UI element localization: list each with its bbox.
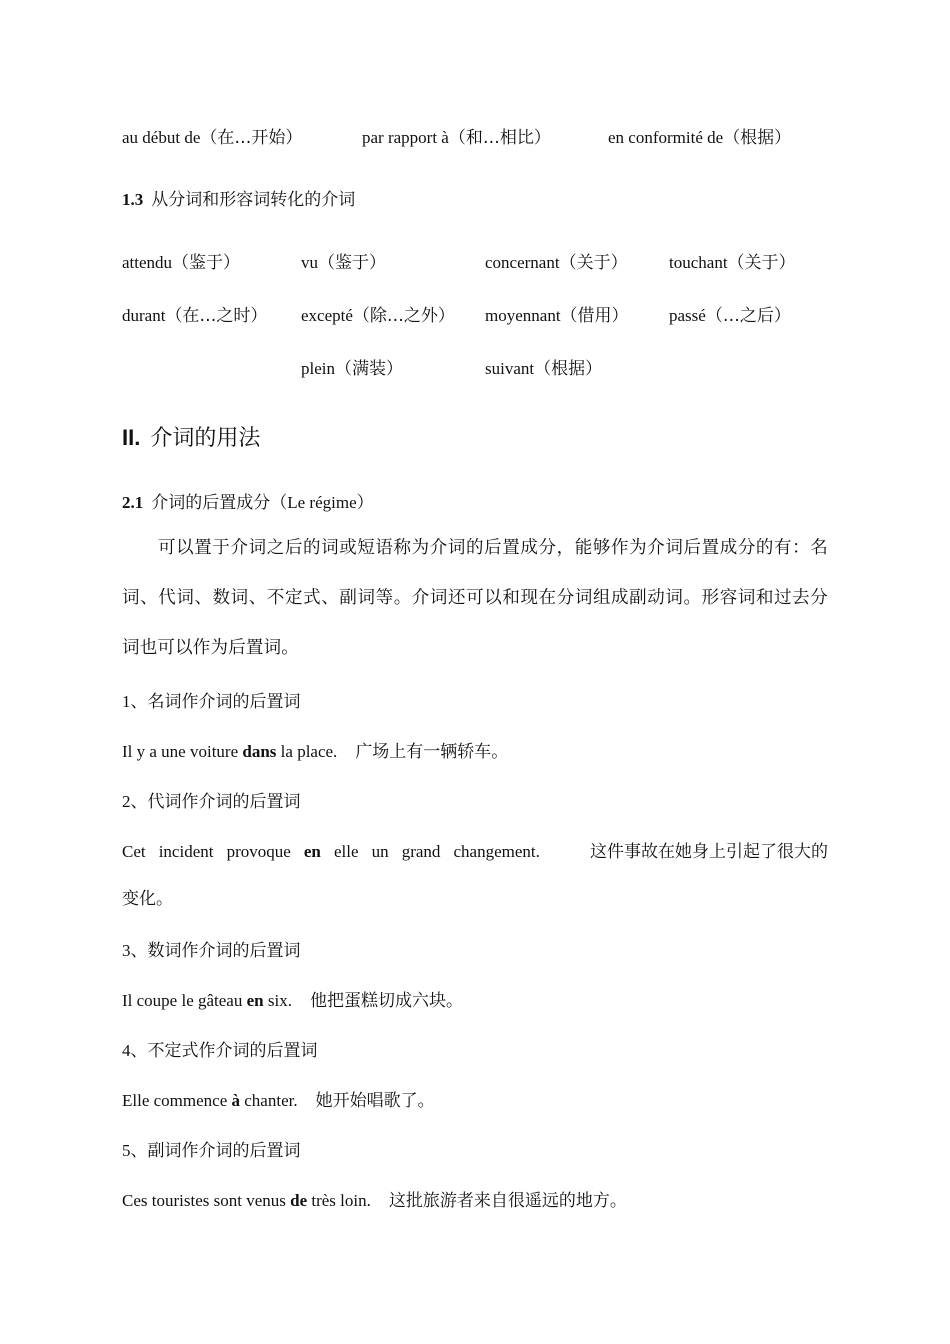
example-heading xyxy=(122,1139,301,1163)
grid-cn: （关于） xyxy=(727,253,796,273)
body-paragraph: 可以置于介词之后的词或短语称为介词的后置成分，能够作为介词后置成分的有：名词、代词、数词、不定式、副词等。介词还可以和现在分词组成副动词。形容词和过去分词也可以作为后置词。 xyxy=(122,538,828,658)
section-title: 介词的用法 xyxy=(150,426,261,451)
word: Cet xyxy=(122,842,146,861)
section-heading-II xyxy=(122,423,260,454)
sentence-text: Elle commence xyxy=(122,1091,232,1110)
grid-item xyxy=(301,304,455,328)
example-number: 3 xyxy=(122,941,131,960)
grid-item xyxy=(301,357,403,381)
word: elle xyxy=(333,842,359,861)
section-heading-2-1 xyxy=(122,491,374,515)
phrase-row xyxy=(608,126,791,150)
example-sentence xyxy=(122,740,508,764)
phrase-fr: par rapport à xyxy=(362,128,449,147)
example-sentence xyxy=(122,840,828,864)
example-heading xyxy=(122,690,301,714)
grid-cn: （在…之时） xyxy=(165,306,268,326)
translation: 变化。 xyxy=(122,889,173,909)
phrase-fr: en conformité de xyxy=(608,128,724,147)
preposition: en xyxy=(246,991,264,1010)
example-heading-text: 、不定式作介词的后置词 xyxy=(130,1041,318,1061)
sentence-text: Ces touristes sont venus xyxy=(122,1191,291,1210)
section-number: 2.1 xyxy=(122,493,144,512)
grid-fr: concernant xyxy=(485,253,560,272)
sentence-text: Il y a une voiture xyxy=(122,742,243,761)
grid-cn: （根据） xyxy=(534,359,603,379)
translation: 她开始唱歌了。 xyxy=(315,1091,435,1111)
grid-item xyxy=(122,251,240,275)
section-title: 介词的后置成分（ xyxy=(151,493,288,513)
example-heading xyxy=(122,939,301,963)
grid-item xyxy=(669,251,796,275)
grid-cn: （借用） xyxy=(560,306,629,326)
grid-item xyxy=(485,251,628,275)
grid-cn: （满装） xyxy=(335,359,403,379)
grid-fr: moyennant xyxy=(485,306,561,325)
grid-cn: （鉴于） xyxy=(172,253,241,273)
sentence-text: la place. xyxy=(276,742,338,761)
example-number: 1 xyxy=(122,692,131,711)
grid-cn: （除…之外） xyxy=(352,306,455,326)
section-number: 1.3 xyxy=(122,190,144,209)
example-heading xyxy=(122,1039,318,1063)
example-sentence xyxy=(122,1189,627,1213)
translation-continued xyxy=(122,887,173,911)
preposition: en xyxy=(303,842,321,861)
example-heading-text: 、数词作介词的后置词 xyxy=(130,941,301,961)
translation: 广场上有一辆轿车。 xyxy=(355,742,509,762)
translation: 这件事故在她身上引起了很大的 xyxy=(590,842,828,862)
grid-fr: touchant xyxy=(669,253,728,272)
example-sentence xyxy=(122,1089,435,1113)
grid-item xyxy=(122,304,267,328)
grid-fr: attendu xyxy=(122,253,173,272)
grid-fr: suivant xyxy=(485,359,535,378)
justified-line xyxy=(122,840,828,864)
example-number: 4 xyxy=(122,1041,131,1060)
phrase-item xyxy=(608,128,791,147)
word: un xyxy=(371,842,389,861)
example-heading-text: 、副词作介词的后置词 xyxy=(130,1141,301,1161)
word: changement. xyxy=(453,842,540,861)
example-number: 5 xyxy=(122,1141,131,1160)
section-heading-1-3 xyxy=(122,188,355,212)
preposition: dans xyxy=(242,742,277,761)
grid-item xyxy=(485,304,629,328)
preposition: à xyxy=(231,1091,241,1110)
example-sentence xyxy=(122,989,463,1013)
phrase-cn: （根据） xyxy=(723,128,792,148)
phrase-item xyxy=(362,128,551,147)
word: provoque xyxy=(226,842,291,861)
grid-item xyxy=(669,304,791,328)
sentence-text: Il coupe le gâteau xyxy=(122,991,247,1010)
example-heading xyxy=(122,790,301,814)
grid-cn: （鉴于） xyxy=(318,253,386,273)
sentence-text-group xyxy=(122,840,540,864)
grid-item xyxy=(485,357,602,381)
grid-cn: （关于） xyxy=(559,253,628,273)
phrase-row xyxy=(122,126,302,150)
phrase-cn: （和…相比） xyxy=(448,128,551,148)
sentence-text: six. xyxy=(263,991,292,1010)
word: incident xyxy=(158,842,214,861)
sentence-text: chanter. xyxy=(240,1091,298,1110)
preposition: de xyxy=(290,1191,308,1210)
section-number: II. xyxy=(122,425,141,450)
word: grand xyxy=(401,842,441,861)
grid-fr: plein xyxy=(301,359,335,378)
example-heading-text: 、名词作介词的后置词 xyxy=(130,692,301,712)
grid-fr: excepté xyxy=(301,306,353,325)
phrase-fr: au début de xyxy=(122,128,201,147)
section-title: 从分词和形容词转化的介词 xyxy=(151,190,356,210)
translation: 他把蛋糕切成六块。 xyxy=(309,991,463,1011)
section-title-fr: Le régime xyxy=(287,493,357,512)
example-number: 2 xyxy=(122,792,131,811)
phrase-row xyxy=(362,126,551,150)
grid-item xyxy=(301,251,386,275)
grid-cn: （…之后） xyxy=(705,306,791,326)
grid-fr: vu xyxy=(301,253,318,272)
sentence-text: très loin. xyxy=(307,1191,371,1210)
phrase-cn: （在…开始） xyxy=(200,128,303,148)
phrase-item xyxy=(122,128,302,147)
grid-fr: durant xyxy=(122,306,166,325)
example-heading-text: 、代词作介词的后置词 xyxy=(130,792,301,812)
section-title-end: ） xyxy=(356,493,374,513)
grid-fr: passé xyxy=(669,306,706,325)
translation: 这批旅游者来自很遥远的地方。 xyxy=(388,1191,627,1211)
